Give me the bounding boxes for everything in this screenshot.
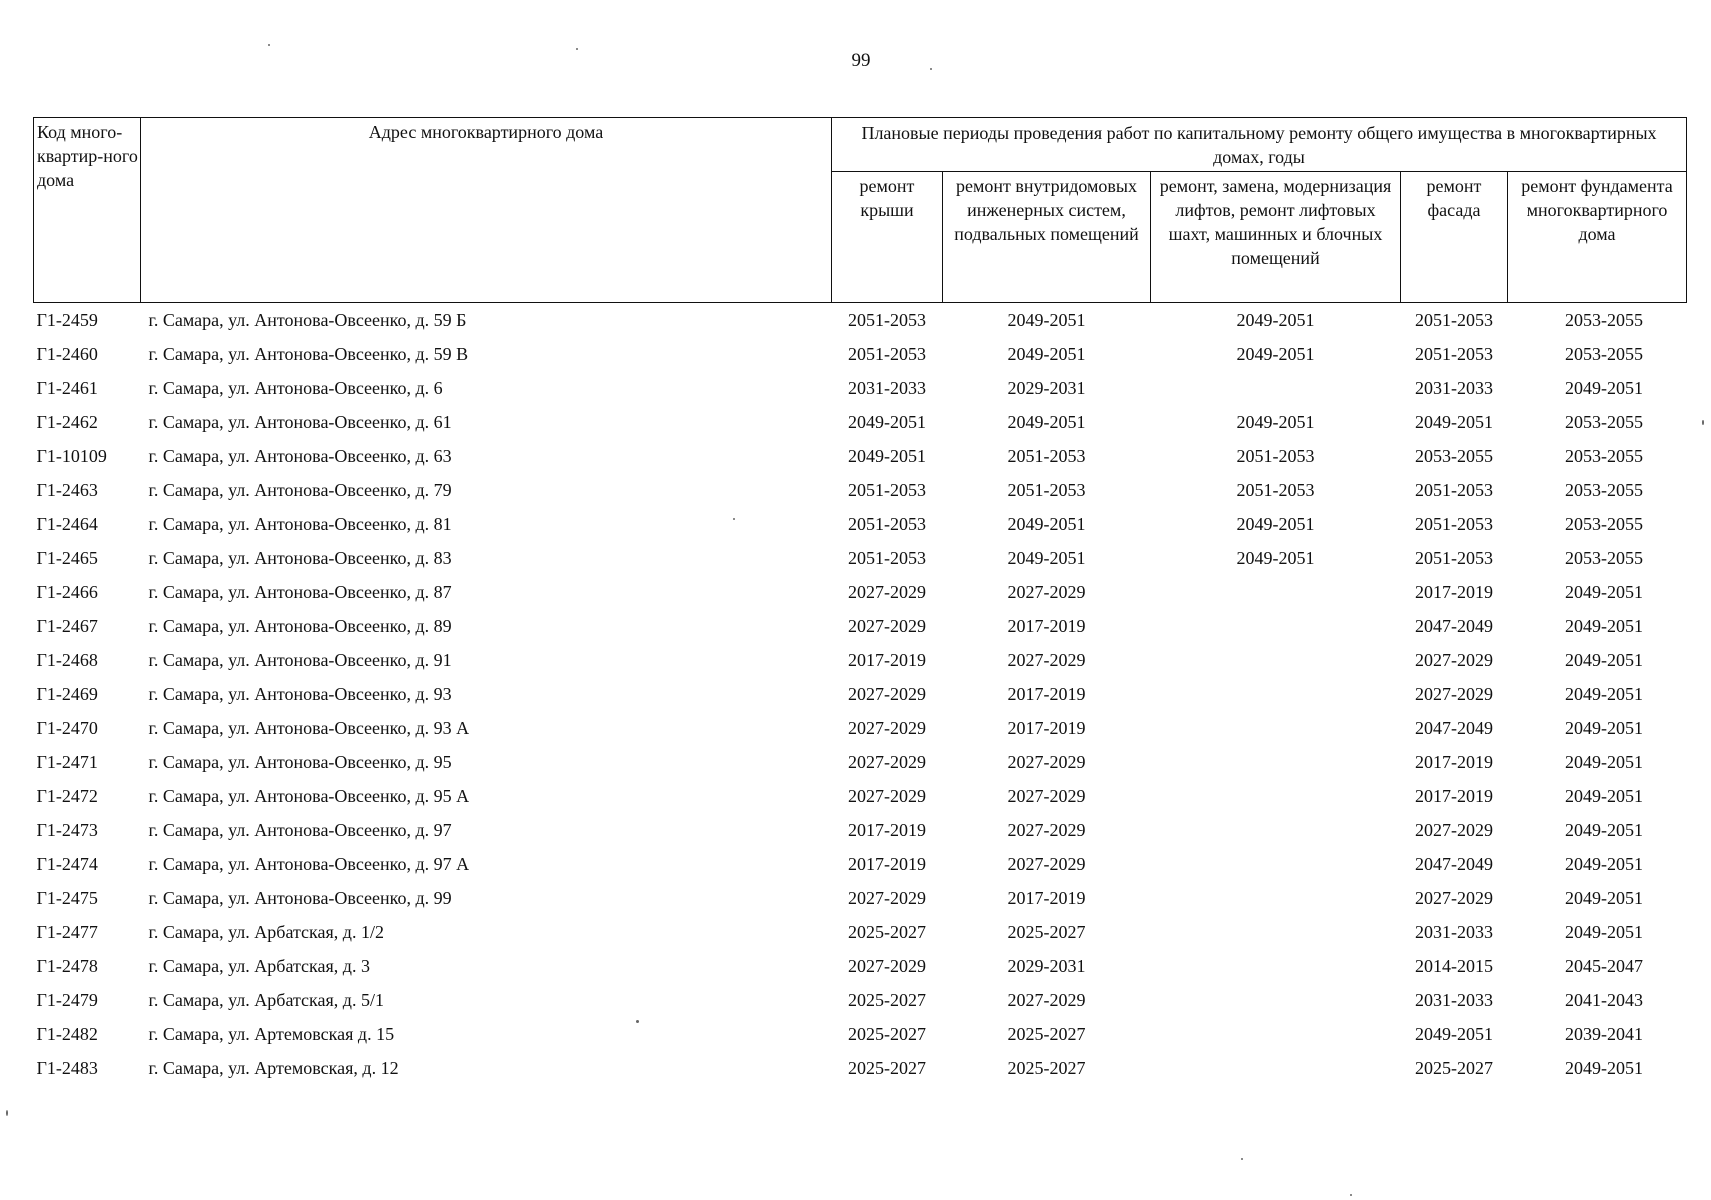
cell-elevators: 2049-2051 [1236,344,1315,364]
cell-code: Г1-2464 [36,514,98,534]
cell-address: г. Самара, ул. Антонова-Овсеенко, д. 97 А [148,854,470,874]
cell-code: Г1-2470 [36,718,98,738]
cell-roof: 2025-2027 [848,1058,926,1078]
cell-elevators [1151,847,1401,881]
cell-engineering: 2049-2051 [1007,412,1086,432]
cell-elevators [1151,813,1401,847]
cell-facade: 2053-2055 [1415,446,1493,466]
cell-address: г. Самара, ул. Антонова-Овсеенко, д. 89 [148,616,452,636]
scan-speck [1241,1158,1243,1160]
cell-roof: 2051-2053 [848,514,926,534]
cell-code: Г1-2459 [36,310,98,330]
cell-engineering: 2017-2019 [1007,684,1086,704]
cell-elevators [1151,1017,1401,1051]
cell-facade: 2031-2033 [1415,922,1493,942]
cell-engineering: 2049-2051 [1007,514,1086,534]
table-row [34,303,1687,338]
cell-foundation: 2039-2041 [1565,1024,1643,1044]
cell-facade: 2051-2053 [1415,310,1493,330]
cell-roof: 2027-2029 [848,718,926,738]
header-roof: ремонт крыши [832,172,943,303]
cell-code: Г1-2468 [36,650,98,670]
cell-facade: 2014-2015 [1415,956,1493,976]
cell-address: г. Самара, ул. Антонова-Овсеенко, д. 95 [148,752,452,772]
cell-facade: 2047-2049 [1415,718,1493,738]
cell-address: г. Самара, ул. Антонова-Овсеенко, д. 87 [148,582,452,602]
cell-elevators [1151,711,1401,745]
cell-code: Г1-2474 [36,854,98,874]
table-row [34,405,1687,439]
header-elevators: ремонт, замена, модернизация лифтов, ремонт лифтовых шахт, машинных и блочных помещений [1151,172,1401,303]
cell-address: г. Самара, ул. Арбатская, д. 3 [148,956,370,976]
cell-code: Г1-2462 [36,412,98,432]
cell-facade: 2017-2019 [1415,582,1493,602]
cell-foundation: 2049-2051 [1565,922,1643,942]
cell-engineering: 2027-2029 [1007,650,1086,670]
cell-roof: 2025-2027 [848,1024,926,1044]
cell-engineering: 2027-2029 [1007,786,1086,806]
cell-foundation: 2053-2055 [1565,344,1643,364]
cell-address: г. Самара, ул. Артемовская д. 15 [148,1024,395,1044]
cell-roof: 2049-2051 [848,446,926,466]
cell-foundation: 2049-2051 [1565,888,1643,908]
cell-foundation: 2049-2051 [1565,820,1643,840]
cell-engineering: 2051-2053 [1007,446,1086,466]
cell-engineering: 2025-2027 [1007,922,1086,942]
cell-address: г. Самара, ул. Антонова-Овсеенко, д. 97 [148,820,452,840]
scan-speck [576,48,578,50]
cell-facade: 2051-2053 [1415,344,1493,364]
scan-speck [1702,420,1704,425]
header-foundation: ремонт фундамента многоквартирного дома [1508,172,1687,303]
cell-foundation: 2053-2055 [1565,446,1643,466]
cell-elevators [1151,983,1401,1017]
table-row [34,779,1687,813]
cell-elevators: 2051-2053 [1236,446,1315,466]
cell-code: Г1-2461 [36,378,98,398]
cell-foundation: 2053-2055 [1565,548,1643,568]
cell-roof: 2027-2029 [848,888,926,908]
cell-roof: 2031-2033 [848,378,926,398]
cell-address: г. Самара, ул. Антонова-Овсеенко, д. 6 [148,378,443,398]
cell-elevators [1151,643,1401,677]
scan-speck [636,1020,639,1023]
cell-address: г. Самара, ул. Антонова-Овсеенко, д. 59 В [148,344,469,364]
cell-facade: 2025-2027 [1415,1058,1493,1078]
cell-roof: 2025-2027 [848,922,926,942]
cell-address: г. Самара, ул. Антонова-Овсеенко, д. 93 А [148,718,470,738]
table-row [34,745,1687,779]
cell-elevators: 2049-2051 [1236,514,1315,534]
cell-foundation: 2049-2051 [1565,786,1643,806]
table-row [34,371,1687,405]
capital-repair-table [33,117,1687,1085]
table-row [34,575,1687,609]
cell-engineering: 2029-2031 [1007,956,1086,976]
cell-engineering: 2027-2029 [1007,820,1086,840]
cell-engineering: 2027-2029 [1007,582,1086,602]
cell-facade: 2049-2051 [1415,1024,1493,1044]
cell-code: Г1-2483 [36,1058,98,1078]
cell-facade: 2017-2019 [1415,752,1493,772]
cell-elevators [1151,949,1401,983]
table-row [34,949,1687,983]
cell-foundation: 2045-2047 [1565,956,1643,976]
cell-foundation: 2049-2051 [1565,616,1643,636]
cell-roof: 2027-2029 [848,956,926,976]
table-row [34,507,1687,541]
scan-speck [6,1110,8,1116]
cell-code: Г1-2466 [36,582,98,602]
cell-elevators: 2051-2053 [1236,480,1315,500]
cell-foundation: 2049-2051 [1565,854,1643,874]
cell-elevators [1151,745,1401,779]
cell-code: Г1-2477 [36,922,98,942]
cell-code: Г1-2467 [36,616,98,636]
cell-engineering: 2027-2029 [1007,990,1086,1010]
cell-address: г. Самара, ул. Антонова-Овсеенко, д. 59 Б [148,310,467,330]
cell-address: г. Самара, ул. Антонова-Овсеенко, д. 63 [148,446,452,466]
cell-address: г. Самара, ул. Артемовская, д. 12 [148,1058,399,1078]
cell-engineering: 2017-2019 [1007,718,1086,738]
cell-facade: 2031-2033 [1415,990,1493,1010]
cell-facade: 2027-2029 [1415,888,1493,908]
cell-elevators [1151,881,1401,915]
table-row [34,609,1687,643]
cell-facade: 2047-2049 [1415,616,1493,636]
cell-roof: 2027-2029 [848,786,926,806]
cell-roof: 2017-2019 [848,650,926,670]
cell-engineering: 2027-2029 [1007,854,1086,874]
cell-roof: 2051-2053 [848,480,926,500]
table-header [34,118,1687,303]
header-facade: ремонт фасада [1401,172,1508,303]
cell-engineering: 2027-2029 [1007,752,1086,772]
cell-foundation: 2053-2055 [1565,514,1643,534]
cell-address: г. Самара, ул. Антонова-Овсеенко, д. 61 [148,412,452,432]
cell-roof: 2027-2029 [848,752,926,772]
table-row [34,643,1687,677]
scan-speck [930,68,932,70]
cell-facade: 2051-2053 [1415,548,1493,568]
table-row [34,1051,1687,1085]
cell-roof: 2017-2019 [848,820,926,840]
table-row [34,983,1687,1017]
cell-roof: 2049-2051 [848,412,926,432]
cell-foundation: 2049-2051 [1565,378,1643,398]
cell-code: Г1-2472 [36,786,98,806]
cell-roof: 2051-2053 [848,548,926,568]
cell-engineering: 2049-2051 [1007,310,1086,330]
cell-engineering: 2017-2019 [1007,888,1086,908]
cell-elevators: 2049-2051 [1236,310,1315,330]
table-row [34,711,1687,745]
header-code: Код много-квартир-ного дома [34,118,141,303]
cell-code: Г1-2475 [36,888,98,908]
cell-roof: 2027-2029 [848,616,926,636]
cell-elevators [1151,371,1401,405]
cell-facade: 2017-2019 [1415,786,1493,806]
cell-foundation: 2049-2051 [1565,684,1643,704]
cell-engineering: 2025-2027 [1007,1058,1086,1078]
table-row [34,813,1687,847]
cell-code: Г1-2473 [36,820,98,840]
cell-engineering: 2051-2053 [1007,480,1086,500]
cell-code: Г1-2471 [36,752,98,772]
cell-roof: 2027-2029 [848,582,926,602]
cell-facade: 2027-2029 [1415,650,1493,670]
cell-elevators: 2049-2051 [1236,412,1315,432]
cell-elevators [1151,609,1401,643]
cell-elevators [1151,1051,1401,1085]
cell-address: г. Самара, ул. Антонова-Овсеенко, д. 93 [148,684,452,704]
header-planned-periods: Плановые периоды проведения работ по капитальному ремонту общего имущества в многоквартирных домах, годы [832,118,1687,172]
cell-facade: 2051-2053 [1415,480,1493,500]
table-row [34,915,1687,949]
table-row [34,881,1687,915]
table-body [34,303,1687,1086]
table-row [34,439,1687,473]
scan-speck [268,44,270,46]
cell-roof: 2027-2029 [848,684,926,704]
header-address: Адрес многоквартирного дома [141,118,832,303]
table-row [34,473,1687,507]
cell-facade: 2049-2051 [1415,412,1493,432]
cell-facade: 2047-2049 [1415,854,1493,874]
cell-elevators [1151,677,1401,711]
cell-roof: 2051-2053 [848,344,926,364]
cell-address: г. Самара, ул. Арбатская, д. 1/2 [148,922,384,942]
cell-roof: 2051-2053 [848,310,926,330]
cell-roof: 2017-2019 [848,854,926,874]
cell-foundation: 2049-2051 [1565,650,1643,670]
cell-address: г. Самара, ул. Антонова-Овсеенко, д. 91 [148,650,452,670]
cell-elevators [1151,915,1401,949]
cell-engineering: 2025-2027 [1007,1024,1086,1044]
cell-engineering: 2017-2019 [1007,616,1086,636]
cell-address: г. Самара, ул. Антонова-Овсеенко, д. 81 [148,514,452,534]
cell-foundation: 2049-2051 [1565,718,1643,738]
cell-code: Г1-2479 [36,990,98,1010]
cell-roof: 2025-2027 [848,990,926,1010]
cell-elevators [1151,575,1401,609]
page-number: 99 [851,50,871,71]
table-row [34,337,1687,371]
cell-address: г. Самара, ул. Антонова-Овсеенко, д. 99 [148,888,452,908]
cell-elevators: 2049-2051 [1236,548,1315,568]
cell-code: Г1-10109 [36,446,107,466]
cell-facade: 2027-2029 [1415,684,1493,704]
cell-elevators [1151,779,1401,813]
cell-code: Г1-2465 [36,548,98,568]
cell-foundation: 2053-2055 [1565,310,1643,330]
scan-speck [733,518,735,520]
table-row [34,847,1687,881]
cell-facade: 2051-2053 [1415,514,1493,534]
table-row [34,677,1687,711]
cell-facade: 2031-2033 [1415,378,1493,398]
table-row [34,541,1687,575]
table-row [34,1017,1687,1051]
cell-engineering: 2049-2051 [1007,344,1086,364]
cell-code: Г1-2469 [36,684,98,704]
cell-address: г. Самара, ул. Антонова-Овсеенко, д. 83 [148,548,452,568]
cell-address: г. Самара, ул. Антонова-Овсеенко, д. 79 [148,480,452,500]
cell-foundation: 2041-2043 [1565,990,1643,1010]
cell-foundation: 2049-2051 [1565,1058,1643,1078]
cell-foundation: 2053-2055 [1565,412,1643,432]
cell-foundation: 2053-2055 [1565,480,1643,500]
cell-code: Г1-2463 [36,480,98,500]
cell-facade: 2027-2029 [1415,820,1493,840]
cell-code: Г1-2478 [36,956,98,976]
cell-foundation: 2049-2051 [1565,582,1643,602]
cell-foundation: 2049-2051 [1565,752,1643,772]
scan-speck [1350,1194,1352,1196]
header-engineering: ремонт внутридомовых инженерных систем, подвальных помещений [943,172,1151,303]
cell-engineering: 2029-2031 [1007,378,1086,398]
cell-code: Г1-2482 [36,1024,98,1044]
cell-engineering: 2049-2051 [1007,548,1086,568]
cell-code: Г1-2460 [36,344,98,364]
cell-address: г. Самара, ул. Антонова-Овсеенко, д. 95 А [148,786,470,806]
cell-address: г. Самара, ул. Арбатская, д. 5/1 [148,990,384,1010]
